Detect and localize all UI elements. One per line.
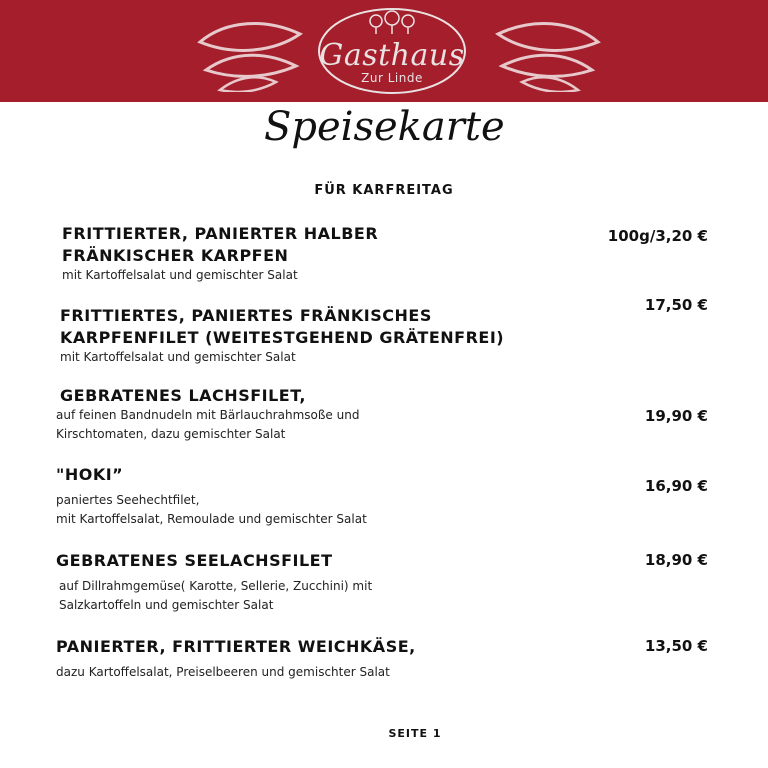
- logo-subtitle: Zur Linde: [361, 71, 423, 85]
- menu-item-price: 13,50 €: [644, 637, 708, 655]
- menu-item-price: 18,90 €: [644, 551, 708, 569]
- menu-item-description: mit Kartoffelsalat, Remoulade und gemischter Salat: [56, 512, 367, 526]
- menu-item-title: GEBRATENES LACHSFILET,: [60, 386, 306, 405]
- page-number: SEITE 1: [388, 727, 442, 740]
- menu-item-title: PANIERTER, FRITTIERTER WEICHKÄSE,: [56, 637, 416, 656]
- menu-item-price: 19,90 €: [644, 407, 708, 425]
- menu-item-description: Kirschtomaten, dazu gemischter Salat: [56, 427, 286, 441]
- left-leaf-ornament-icon: [196, 12, 308, 92]
- menu-item-description: auf feinen Bandnudeln mit Bärlauchrahmsoße und: [56, 408, 360, 422]
- menu-item-title: KARPFENFILET (WEITESTGEHEND GRÄTENFREI): [60, 328, 505, 347]
- menu-item-title: FRITTIERTES, PANIERTES FRÄNKISCHES: [60, 306, 432, 325]
- menu-item-description: dazu Kartoffelsalat, Preiselbeeren und gemischter Salat: [56, 665, 390, 679]
- menu-item-price: 17,50 €: [644, 296, 708, 314]
- menu-item-title: "HOKI”: [56, 465, 124, 484]
- menu-item-title: FRÄNKISCHER KARPFEN: [62, 246, 289, 265]
- menu-item-title: GEBRATENES SEELACHSFILET: [56, 551, 333, 570]
- right-leaf-ornament-icon: [490, 12, 602, 92]
- menu-item-description: paniertes Seehechtfilet,: [56, 493, 200, 507]
- menu-item-description: mit Kartoffelsalat und gemischter Salat: [60, 350, 296, 364]
- menu-item-title: FRITTIERTER, PANIERTER HALBER: [62, 224, 379, 243]
- menu-item-description: Salzkartoffeln und gemischter Salat: [59, 598, 274, 612]
- menu-item-description: auf Dillrahmgemüse( Karotte, Sellerie, Zucchini) mit: [59, 579, 373, 593]
- gasthaus-logo: [313, 4, 471, 98]
- header-banner: [0, 0, 768, 102]
- menu-item-description: mit Kartoffelsalat und gemischter Salat: [62, 268, 298, 282]
- menu-item-price: 16,90 €: [644, 477, 708, 495]
- logo-title: Gasthaus: [319, 38, 465, 73]
- menu-heading: Speisekarte: [264, 104, 505, 150]
- menu-subheading: FÜR KARFREITAG: [314, 183, 454, 198]
- menu-item-price: 100g/3,20 €: [607, 227, 708, 245]
